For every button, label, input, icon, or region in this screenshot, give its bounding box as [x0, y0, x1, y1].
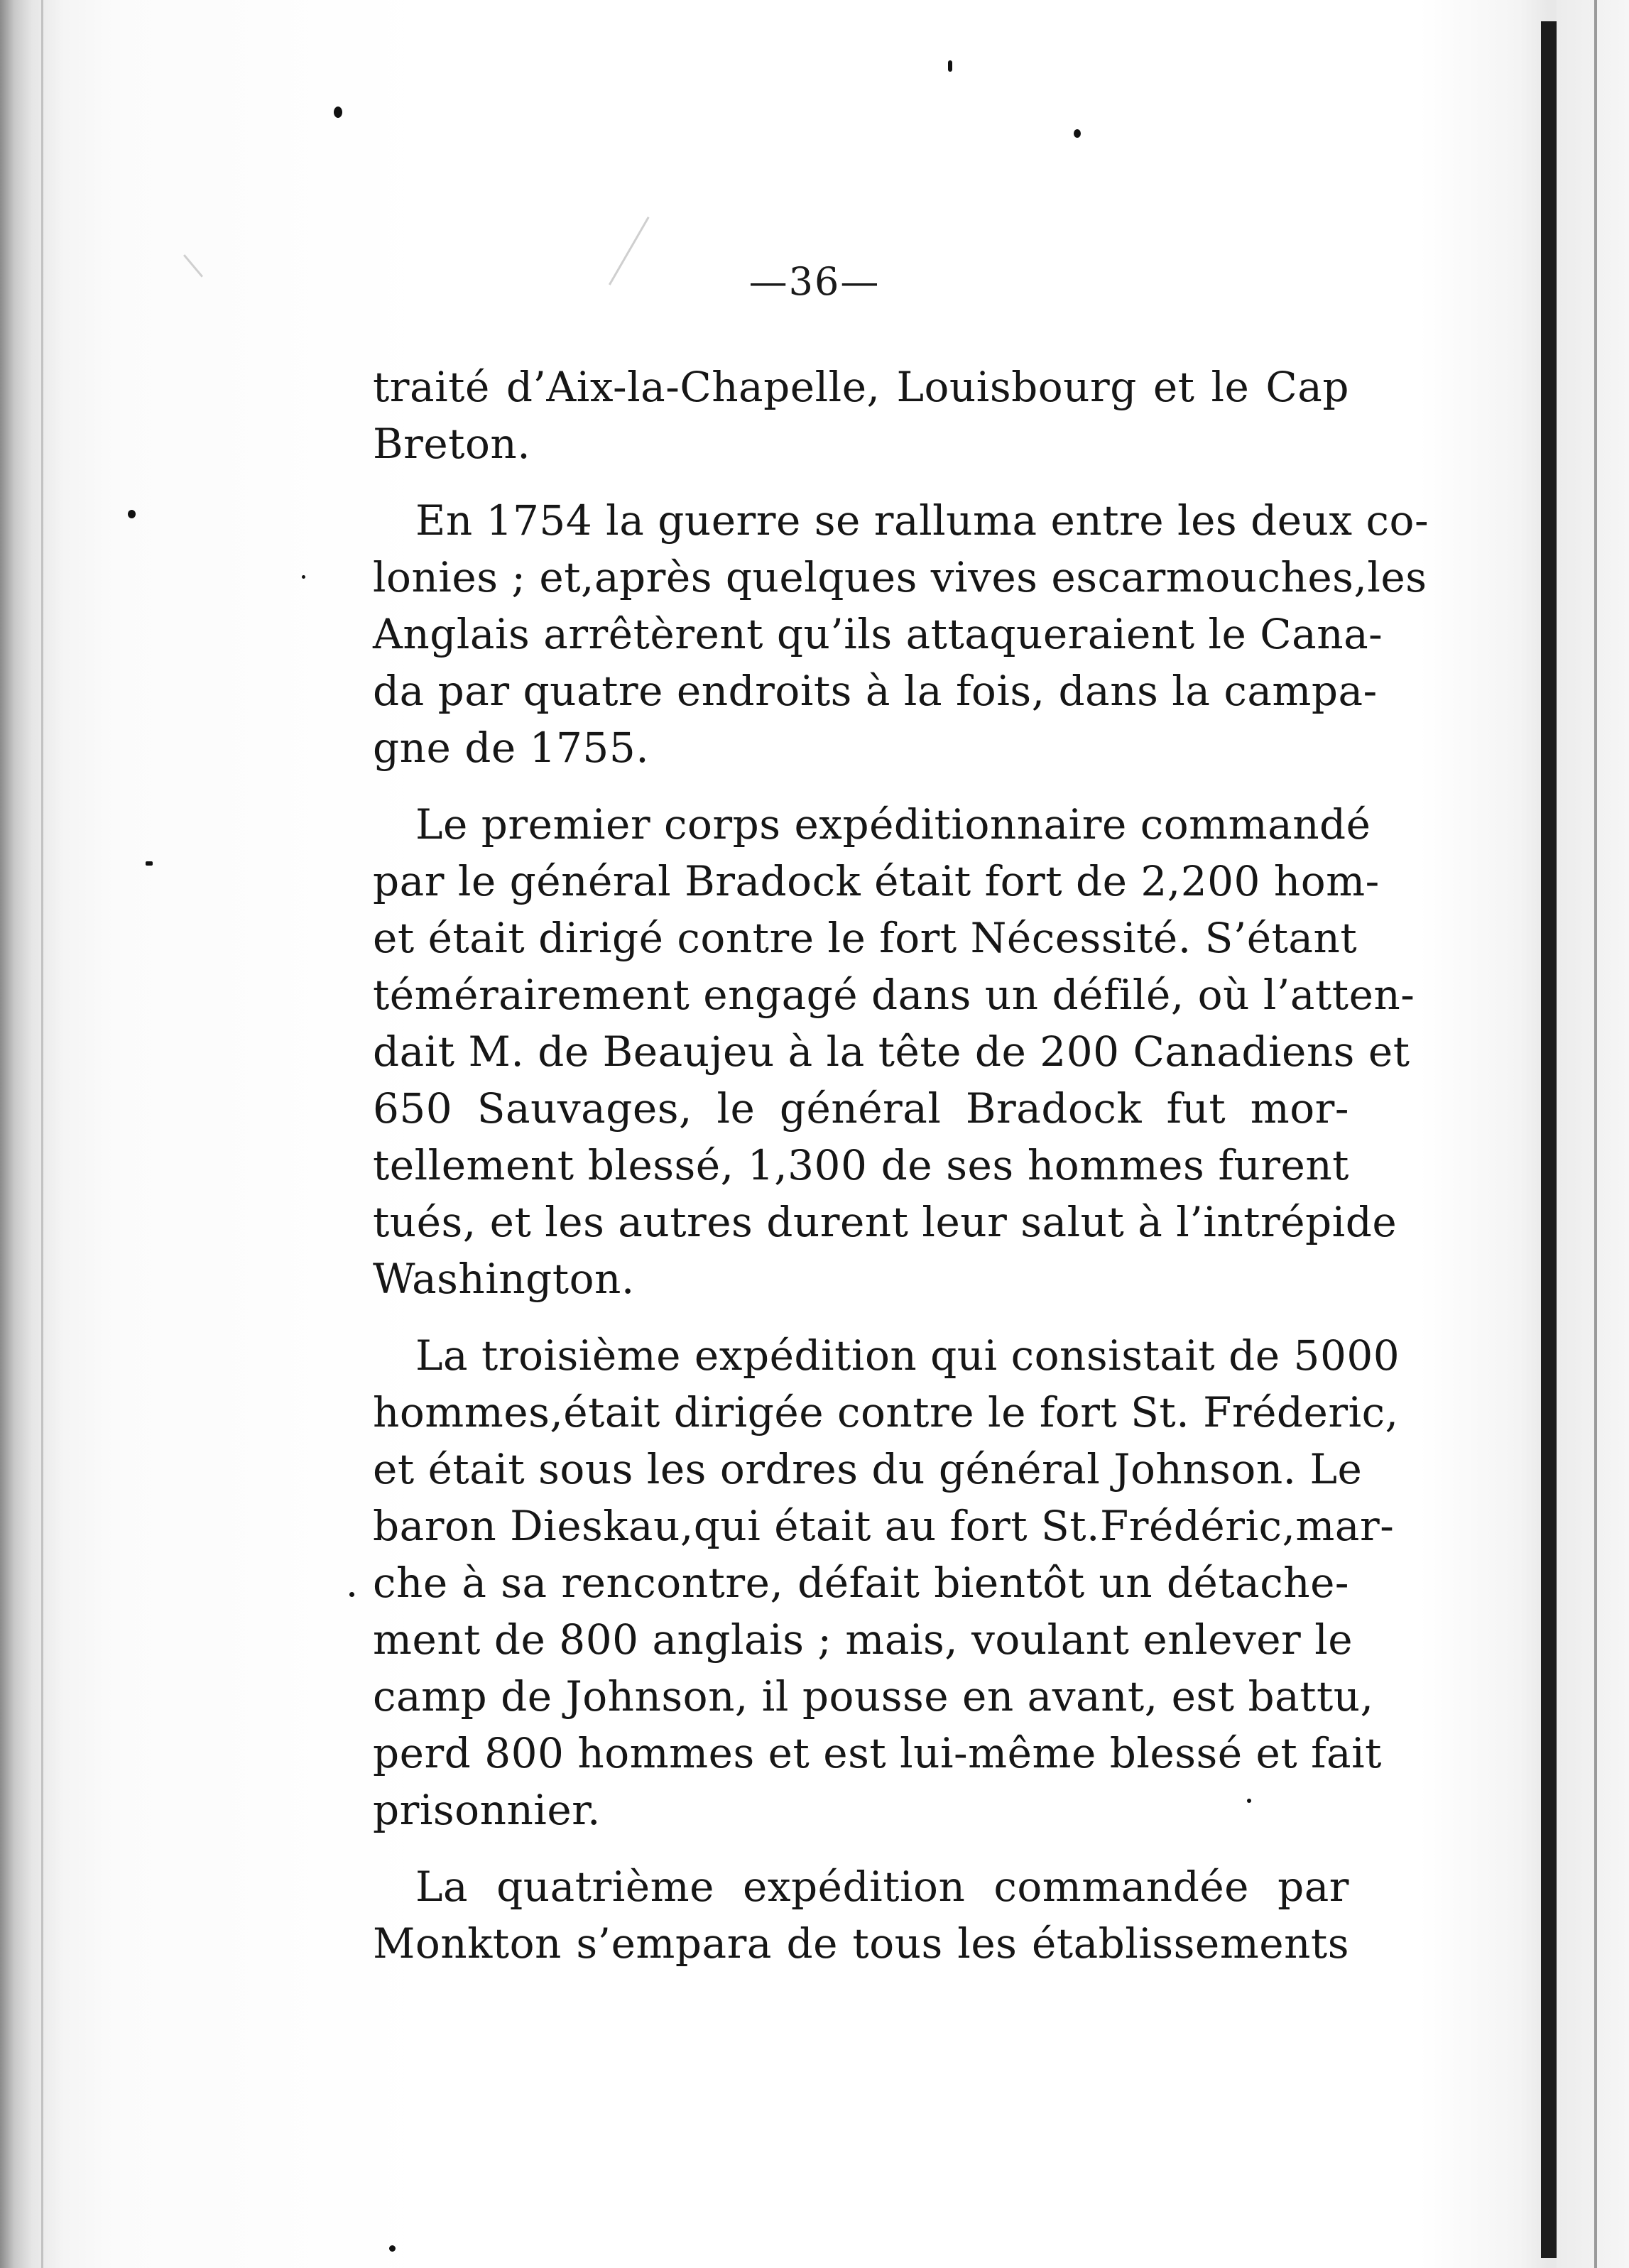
- text-line: tués, et les autres durent leur salut à l’intrépide: [373, 1198, 1398, 1246]
- text-line: La troisième expédition qui consistait de 5000: [415, 1331, 1400, 1380]
- paragraph: [373, 796, 1415, 1307]
- scan-speck: [1074, 129, 1081, 138]
- paragraph: [373, 359, 1349, 472]
- text-line: Anglais arrêtèrent qu’ils attaqueraient le Cana-: [373, 610, 1383, 658]
- scan-speck: [948, 60, 952, 72]
- binding-left-edge: [0, 0, 64, 2268]
- text-line: gne de 1755.: [373, 724, 650, 772]
- text-line: hommes,était dirigée contre le fort St. Fréderic,: [373, 1388, 1399, 1436]
- binding-left-line: [41, 0, 43, 2268]
- scan-speck: [146, 861, 153, 866]
- scan-speck: [389, 2245, 396, 2252]
- text-line: lonies ; et,après quelques vives escarmouches,les: [373, 553, 1427, 601]
- text-line: traité d’Aix-la-Chapelle, Louisbourg et le Cap: [373, 363, 1349, 411]
- text-line: En 1754 la guerre se ralluma entre les deux co-: [415, 496, 1429, 545]
- body-text: [373, 359, 1429, 1972]
- right-page-edge-line: [1594, 0, 1597, 2268]
- page-number: —36—: [748, 259, 881, 304]
- paragraph: [373, 492, 1429, 776]
- text-line: prisonnier.: [373, 1786, 601, 1834]
- paragraph: [373, 1327, 1400, 1838]
- scan-speck: [302, 575, 305, 579]
- scan-speck: [334, 107, 342, 118]
- scan-speck: [349, 1592, 354, 1597]
- text-line: che à sa rencontre, défait bientôt un détache-: [373, 1559, 1349, 1607]
- text-line: Breton.: [373, 420, 531, 468]
- text-line: Washington.: [373, 1255, 635, 1303]
- text-line: camp de Johnson, il pousse en avant, est battu,: [373, 1672, 1374, 1721]
- text-line: témérairement engagé dans un défilé, où l’atten-: [373, 971, 1415, 1019]
- text-line: baron Dieskau,qui était au fort St.Frédéric,mar-: [373, 1502, 1395, 1550]
- text-line: 650 Sauvages, le général Bradock fut mor-: [373, 1084, 1349, 1133]
- text-line: da par quatre endroits à la fois, dans la campa-: [373, 667, 1378, 715]
- text-line: tellement blessé, 1,300 de ses hommes furent: [373, 1141, 1349, 1189]
- scan-speck: [128, 510, 136, 518]
- paragraph: [373, 1858, 1349, 1972]
- text-line: par le général Bradock était fort de 2,200 hom-: [373, 857, 1380, 905]
- right-page-shadow: [1541, 21, 1557, 2258]
- text-line: et était sous les ordres du général Johnson. Le: [373, 1445, 1363, 1493]
- text-line: La quatrième expédition commandée par: [415, 1863, 1349, 1911]
- text-line: et était dirigé contre le fort Nécessité. S’étant: [373, 914, 1358, 962]
- text-line: Le premier corps expéditionnaire commandé: [415, 800, 1371, 849]
- text-line: dait M. de Beaujeu à la tête de 200 Canadiens et: [373, 1027, 1410, 1076]
- right-page-edge: [1557, 0, 1629, 2268]
- text-line: perd 800 hommes et est lui-même blessé et fait: [373, 1729, 1382, 1777]
- text-line: ment de 800 anglais ; mais, voulant enlever le: [373, 1615, 1353, 1664]
- text-line: Monkton s’empara de tous les établissements: [373, 1919, 1349, 1968]
